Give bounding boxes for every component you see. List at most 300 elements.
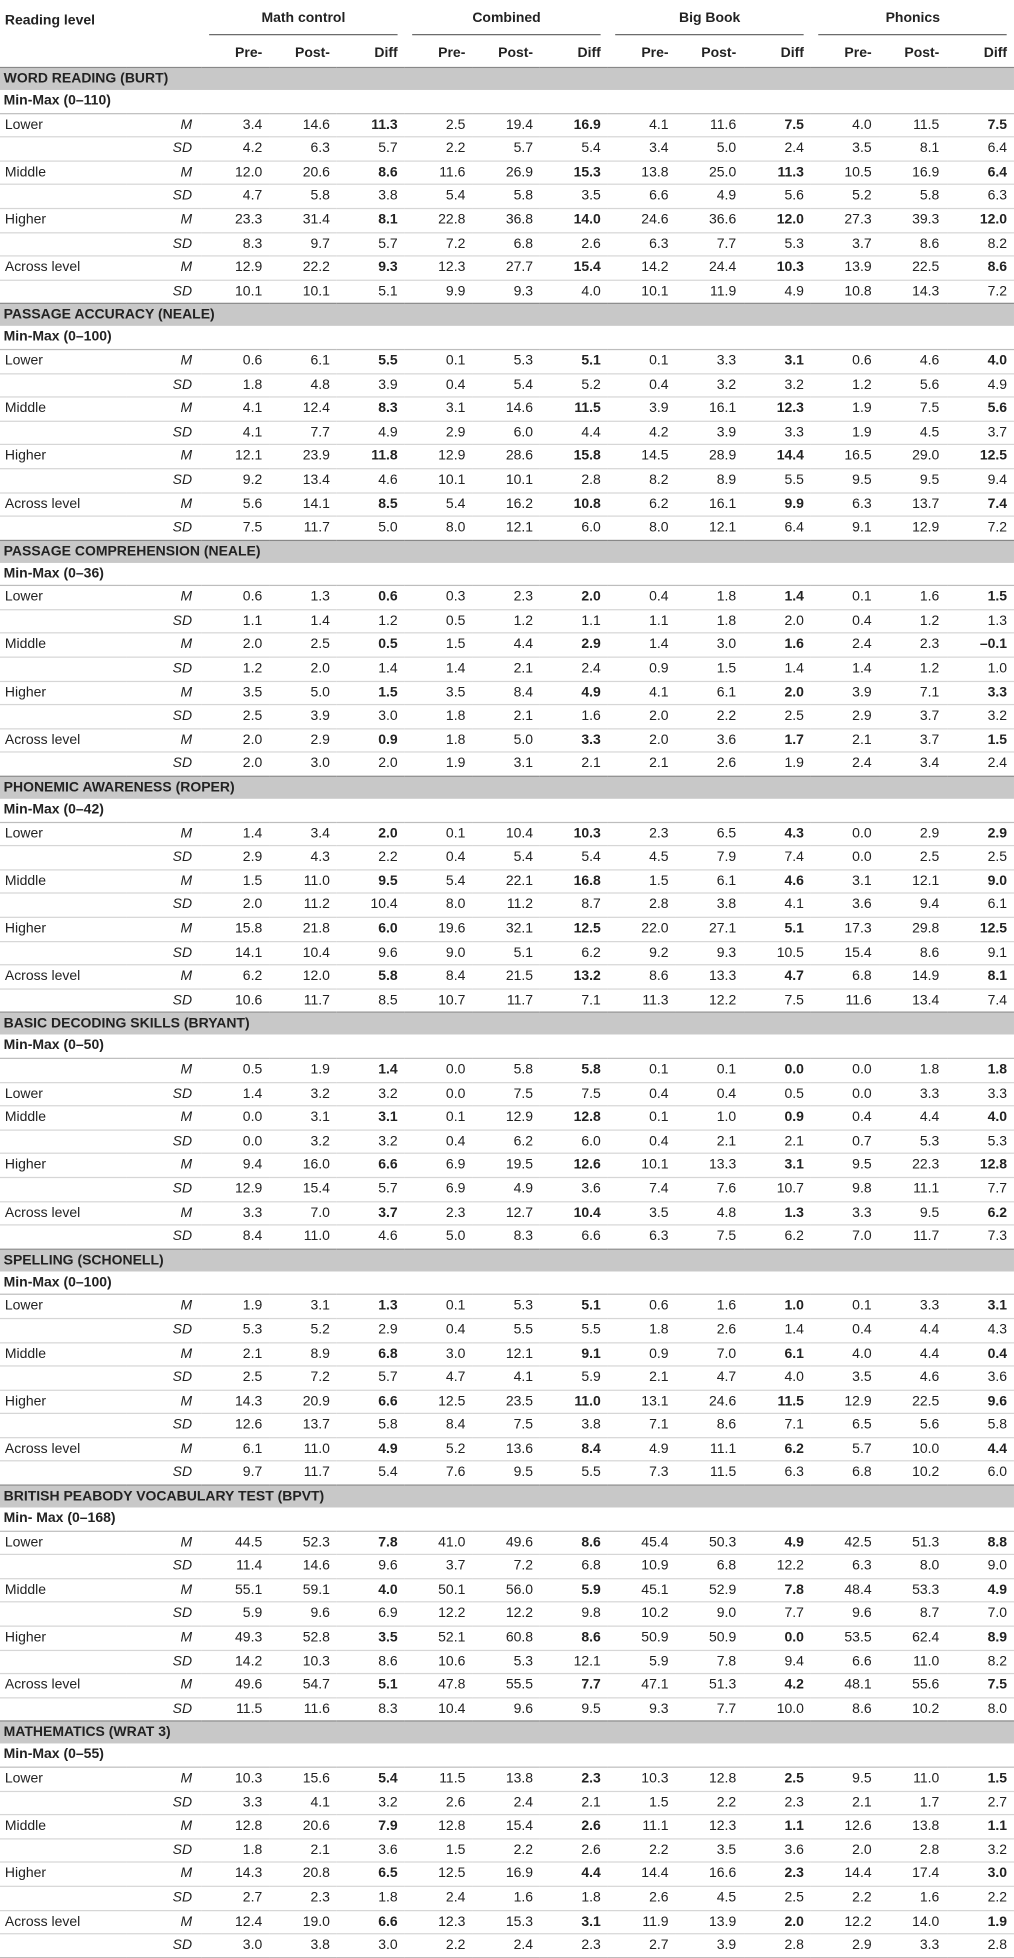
section-range: Min-Max (0–55) xyxy=(0,1744,1014,1767)
table-row xyxy=(0,705,1014,729)
diff-cell: 8.6 xyxy=(337,161,405,185)
table-row xyxy=(0,1555,1014,1579)
diff-cell: 7.8 xyxy=(337,1531,405,1555)
value-cell: 49.6 xyxy=(202,1674,270,1698)
diff-cell: 4.4 xyxy=(540,1862,608,1886)
diff-cell: 5.4 xyxy=(337,1461,405,1485)
diff-cell: 7.1 xyxy=(744,1414,812,1438)
value-cell: 1.9 xyxy=(202,1295,270,1319)
diff-cell: 2.6 xyxy=(540,1839,608,1863)
section-range: Min-Max (0–100) xyxy=(0,326,1014,349)
value-cell: 0.1 xyxy=(405,1106,473,1130)
reading-level-cell xyxy=(0,846,126,870)
value-cell: 1.4 xyxy=(202,1082,270,1106)
reading-level-cell xyxy=(0,1886,126,1910)
diff-cell: 9.1 xyxy=(947,941,1014,965)
table-row xyxy=(0,1177,1014,1201)
value-cell: 14.9 xyxy=(879,965,947,989)
section-title: WORD READING (BURT) xyxy=(0,67,1014,89)
reading-level-cell: Across level xyxy=(0,1910,126,1934)
diff-cell: 12.8 xyxy=(947,1154,1014,1178)
diff-cell: 4.0 xyxy=(744,1366,812,1390)
value-cell: 12.1 xyxy=(879,870,947,894)
diff-cell: 13.2 xyxy=(540,965,608,989)
value-cell: 2.1 xyxy=(473,657,541,681)
diff-cell: 8.6 xyxy=(337,1650,405,1674)
value-cell: 12.9 xyxy=(811,1390,879,1414)
statistic-cell: M xyxy=(126,633,201,657)
reading-level-cell: Higher xyxy=(0,1862,126,1886)
value-cell: 0.4 xyxy=(405,1318,473,1342)
value-cell: 51.3 xyxy=(676,1674,744,1698)
value-cell: 2.6 xyxy=(608,1886,676,1910)
statistic-cell: M xyxy=(126,1815,201,1839)
value-cell: 15.8 xyxy=(202,917,270,941)
diff-cell: 5.9 xyxy=(540,1366,608,1390)
statistic-cell: SD xyxy=(126,1698,201,1722)
value-cell: 8.3 xyxy=(473,1225,541,1249)
value-cell: 2.1 xyxy=(270,1839,338,1863)
value-cell: 6.2 xyxy=(473,1130,541,1154)
subheader-pre: Pre- xyxy=(405,40,473,67)
value-cell: 8.6 xyxy=(879,941,947,965)
value-cell: 7.0 xyxy=(270,1201,338,1225)
diff-cell: 2.3 xyxy=(744,1862,812,1886)
table-row xyxy=(0,893,1014,917)
section-title: PASSAGE ACCURACY (NEALE) xyxy=(0,304,1014,326)
value-cell: 10.8 xyxy=(811,280,879,304)
value-cell: 0.4 xyxy=(608,1130,676,1154)
diff-cell: 4.9 xyxy=(744,280,812,304)
value-cell: 12.5 xyxy=(405,1390,473,1414)
value-cell: 2.9 xyxy=(202,846,270,870)
value-cell: 16.6 xyxy=(676,1862,744,1886)
value-cell: 52.9 xyxy=(676,1579,744,1603)
value-cell: 2.6 xyxy=(676,753,744,777)
diff-cell: 4.7 xyxy=(744,965,812,989)
value-cell: 14.3 xyxy=(202,1390,270,1414)
diff-cell: 0.6 xyxy=(337,586,405,610)
table-row xyxy=(0,822,1014,846)
table-row xyxy=(0,1390,1014,1414)
value-cell: 3.4 xyxy=(879,753,947,777)
value-cell: 5.0 xyxy=(473,729,541,753)
value-cell: 1.1 xyxy=(608,610,676,634)
value-cell: 10.1 xyxy=(473,469,541,493)
statistic-cell: M xyxy=(126,870,201,894)
diff-cell: 6.2 xyxy=(947,1201,1014,1225)
value-cell: 7.7 xyxy=(270,421,338,445)
value-cell: 1.0 xyxy=(676,1106,744,1130)
value-cell: 2.0 xyxy=(608,729,676,753)
value-cell: 2.2 xyxy=(811,1886,879,1910)
group-header-phonics: Phonics xyxy=(811,0,1014,40)
diff-cell: 2.3 xyxy=(744,1791,812,1815)
reading-level-cell xyxy=(0,1934,126,1958)
table-row xyxy=(0,280,1014,304)
diff-cell: 15.3 xyxy=(540,161,608,185)
diff-cell: 8.7 xyxy=(540,893,608,917)
reading-level-cell: Lower xyxy=(0,1082,126,1106)
value-cell: 3.0 xyxy=(405,1342,473,1366)
diff-cell: 8.2 xyxy=(947,232,1014,256)
diff-cell: 2.8 xyxy=(540,469,608,493)
statistic-cell: M xyxy=(126,397,201,421)
statistic-cell: M xyxy=(126,1579,201,1603)
value-cell: 52.1 xyxy=(405,1626,473,1650)
value-cell: 13.9 xyxy=(811,256,879,280)
value-cell: 14.3 xyxy=(879,280,947,304)
value-cell: 11.7 xyxy=(270,516,338,540)
diff-cell: 11.3 xyxy=(744,161,812,185)
value-cell: 5.2 xyxy=(811,185,879,209)
value-cell: 50.3 xyxy=(676,1531,744,1555)
value-cell: 3.7 xyxy=(811,232,879,256)
diff-cell: 7.5 xyxy=(947,113,1014,137)
value-cell: 6.0 xyxy=(473,421,541,445)
value-cell: 5.7 xyxy=(811,1438,879,1462)
value-cell: 1.9 xyxy=(811,421,879,445)
value-cell: 1.1 xyxy=(202,610,270,634)
value-cell: 11.1 xyxy=(608,1815,676,1839)
value-cell: 11.7 xyxy=(473,989,541,1013)
value-cell: 11.7 xyxy=(270,1461,338,1485)
statistic-cell: SD xyxy=(126,516,201,540)
value-cell: 6.3 xyxy=(608,232,676,256)
section-title: BRITISH PEABODY VOCABULARY TEST (BPVT) xyxy=(0,1485,1014,1507)
value-cell: 8.0 xyxy=(879,1555,947,1579)
value-cell: 22.1 xyxy=(473,870,541,894)
diff-cell: 10.5 xyxy=(744,941,812,965)
value-cell: 6.5 xyxy=(811,1414,879,1438)
value-cell: 6.8 xyxy=(676,1555,744,1579)
statistic-cell: M xyxy=(126,681,201,705)
value-cell: 2.1 xyxy=(811,729,879,753)
diff-cell: 10.4 xyxy=(337,893,405,917)
diff-cell: 5.1 xyxy=(540,349,608,373)
diff-cell: 2.8 xyxy=(744,1934,812,1958)
value-cell: 3.7 xyxy=(879,705,947,729)
reading-level-cell xyxy=(0,185,126,209)
diff-cell: 8.0 xyxy=(947,1698,1014,1722)
statistic-cell: SD xyxy=(126,1130,201,1154)
diff-cell: 5.8 xyxy=(947,1414,1014,1438)
diff-cell: 5.5 xyxy=(540,1461,608,1485)
value-cell: 4.1 xyxy=(202,421,270,445)
value-cell: 50.9 xyxy=(676,1626,744,1650)
diff-cell: 6.1 xyxy=(947,893,1014,917)
value-cell: 9.0 xyxy=(405,941,473,965)
section-range-row xyxy=(0,1744,1014,1767)
value-cell: 50.9 xyxy=(608,1626,676,1650)
reading-level-cell xyxy=(0,705,126,729)
reading-level-cell: Higher xyxy=(0,208,126,232)
value-cell: 6.1 xyxy=(676,681,744,705)
reading-level-cell xyxy=(0,1130,126,1154)
value-cell: 2.7 xyxy=(608,1934,676,1958)
section-range: Min-Max (0–100) xyxy=(0,1271,1014,1294)
diff-cell: 3.6 xyxy=(540,1177,608,1201)
value-cell: 11.6 xyxy=(811,989,879,1013)
diff-cell: 1.8 xyxy=(337,1886,405,1910)
table-row xyxy=(0,256,1014,280)
value-cell: 1.5 xyxy=(202,870,270,894)
table-row xyxy=(0,1531,1014,1555)
value-cell: 0.1 xyxy=(405,822,473,846)
diff-cell: 8.4 xyxy=(540,1438,608,1462)
value-cell: 12.9 xyxy=(405,445,473,469)
value-cell: 9.7 xyxy=(270,232,338,256)
diff-cell: 9.3 xyxy=(337,256,405,280)
section-title-row xyxy=(0,304,1014,326)
value-cell: 8.6 xyxy=(608,965,676,989)
value-cell: 12.4 xyxy=(270,397,338,421)
value-cell: 9.1 xyxy=(811,516,879,540)
value-cell: 5.6 xyxy=(879,1414,947,1438)
statistic-cell: M xyxy=(126,917,201,941)
value-cell: 10.4 xyxy=(473,822,541,846)
diff-cell: 3.3 xyxy=(947,1082,1014,1106)
value-cell: 6.2 xyxy=(608,492,676,516)
value-cell: 50.1 xyxy=(405,1579,473,1603)
diff-cell: 9.0 xyxy=(947,1555,1014,1579)
value-cell: 52.8 xyxy=(270,1626,338,1650)
value-cell: 9.6 xyxy=(270,1602,338,1626)
reading-level-cell: Lower xyxy=(0,822,126,846)
diff-cell: 6.1 xyxy=(744,1342,812,1366)
value-cell: 11.2 xyxy=(270,893,338,917)
reading-level-cell: Across level xyxy=(0,965,126,989)
value-cell: 11.0 xyxy=(270,870,338,894)
value-cell: 15.4 xyxy=(811,941,879,965)
statistic-cell: M xyxy=(126,1531,201,1555)
reading-level-cell: Lower xyxy=(0,1295,126,1319)
reading-level-cell xyxy=(0,1058,126,1082)
table-row xyxy=(0,373,1014,397)
value-cell: 1.9 xyxy=(811,397,879,421)
value-cell: 4.4 xyxy=(879,1318,947,1342)
value-cell: 1.5 xyxy=(608,1791,676,1815)
value-cell: 4.0 xyxy=(811,1342,879,1366)
value-cell: 6.1 xyxy=(202,1438,270,1462)
reading-level-cell: Middle xyxy=(0,1342,126,1366)
reading-level-cell xyxy=(0,1177,126,1201)
value-cell: 12.6 xyxy=(202,1414,270,1438)
value-cell: 3.1 xyxy=(270,1295,338,1319)
value-cell: 27.7 xyxy=(473,256,541,280)
value-cell: 2.0 xyxy=(270,657,338,681)
diff-cell: 9.4 xyxy=(744,1650,812,1674)
diff-cell: 10.0 xyxy=(744,1698,812,1722)
reading-level-cell: Middle xyxy=(0,161,126,185)
section-title-row xyxy=(0,1249,1014,1271)
value-cell: 6.3 xyxy=(270,137,338,161)
diff-cell: 9.6 xyxy=(947,1390,1014,1414)
value-cell: 5.9 xyxy=(608,1650,676,1674)
value-cell: 11.0 xyxy=(879,1767,947,1791)
section-range-row xyxy=(0,1508,1014,1531)
diff-cell: 16.8 xyxy=(540,870,608,894)
value-cell: 0.4 xyxy=(811,1318,879,1342)
value-cell: 4.3 xyxy=(270,846,338,870)
section-range-row xyxy=(0,1035,1014,1058)
diff-cell: 3.3 xyxy=(947,681,1014,705)
reading-level-cell xyxy=(0,1318,126,1342)
diff-cell: 7.0 xyxy=(947,1602,1014,1626)
value-cell: 7.1 xyxy=(608,1414,676,1438)
value-cell: 1.8 xyxy=(676,610,744,634)
value-cell: 7.1 xyxy=(879,681,947,705)
section-range: Min-Max (0–36) xyxy=(0,563,1014,586)
value-cell: 3.2 xyxy=(676,373,744,397)
value-cell: 9.0 xyxy=(676,1602,744,1626)
diff-cell: 1.4 xyxy=(337,1058,405,1082)
diff-cell: 1.3 xyxy=(337,1295,405,1319)
value-cell: 1.8 xyxy=(405,705,473,729)
value-cell: 11.9 xyxy=(608,1910,676,1934)
diff-cell: 3.2 xyxy=(337,1082,405,1106)
value-cell: 22.5 xyxy=(879,256,947,280)
table-row xyxy=(0,492,1014,516)
value-cell: 13.7 xyxy=(879,492,947,516)
value-cell: 5.5 xyxy=(473,1318,541,1342)
value-cell: 59.1 xyxy=(270,1579,338,1603)
diff-cell: 2.5 xyxy=(744,705,812,729)
diff-cell: 6.2 xyxy=(744,1438,812,1462)
reading-level-cell xyxy=(0,1366,126,1390)
table-row xyxy=(0,586,1014,610)
value-cell: 19.6 xyxy=(405,917,473,941)
reading-level-cell xyxy=(0,1461,126,1485)
value-cell: 3.6 xyxy=(676,729,744,753)
diff-cell: 4.2 xyxy=(744,1674,812,1698)
section-title-row xyxy=(0,540,1014,562)
statistic-cell: M xyxy=(126,1058,201,1082)
table-row xyxy=(0,1602,1014,1626)
value-cell: 10.4 xyxy=(270,941,338,965)
statistic-cell: M xyxy=(126,1106,201,1130)
diff-cell: 3.2 xyxy=(947,705,1014,729)
value-cell: 23.5 xyxy=(473,1390,541,1414)
value-cell: 0.0 xyxy=(811,846,879,870)
value-cell: 11.9 xyxy=(676,280,744,304)
reading-level-cell xyxy=(0,1839,126,1863)
diff-cell: 11.5 xyxy=(540,397,608,421)
value-cell: 7.6 xyxy=(676,1177,744,1201)
table-row xyxy=(0,1910,1014,1934)
value-cell: 22.5 xyxy=(879,1390,947,1414)
value-cell: 2.9 xyxy=(811,1934,879,1958)
value-cell: 47.1 xyxy=(608,1674,676,1698)
value-cell: 36.8 xyxy=(473,208,541,232)
diff-cell: 1.8 xyxy=(947,1058,1014,1082)
reading-level-cell: Higher xyxy=(0,1626,126,1650)
value-cell: 15.4 xyxy=(270,1177,338,1201)
value-cell: 2.3 xyxy=(405,1201,473,1225)
reading-level-cell xyxy=(0,280,126,304)
subheader-post: Post- xyxy=(879,40,947,67)
reading-level-cell xyxy=(0,989,126,1013)
diff-cell: 6.4 xyxy=(947,137,1014,161)
diff-cell: 11.5 xyxy=(744,1390,812,1414)
value-cell: 3.6 xyxy=(811,893,879,917)
table-row xyxy=(0,1698,1014,1722)
diff-cell: 4.9 xyxy=(947,373,1014,397)
table-row xyxy=(0,1058,1014,1082)
reading-level-cell: Middle xyxy=(0,633,126,657)
value-cell: 0.4 xyxy=(405,846,473,870)
value-cell: 10.2 xyxy=(608,1602,676,1626)
section-range-row xyxy=(0,1271,1014,1294)
value-cell: 11.5 xyxy=(405,1767,473,1791)
value-cell: 27.1 xyxy=(676,917,744,941)
value-cell: 47.8 xyxy=(405,1674,473,1698)
diff-cell: 3.6 xyxy=(744,1839,812,1863)
value-cell: 10.4 xyxy=(405,1698,473,1722)
statistic-cell: M xyxy=(126,1767,201,1791)
value-cell: 0.4 xyxy=(811,1106,879,1130)
diff-cell: 10.8 xyxy=(540,492,608,516)
value-cell: 11.0 xyxy=(270,1225,338,1249)
value-cell: 22.3 xyxy=(879,1154,947,1178)
diff-cell: 4.3 xyxy=(744,822,812,846)
diff-cell: 12.8 xyxy=(540,1106,608,1130)
statistic-cell: SD xyxy=(126,610,201,634)
diff-cell: 2.1 xyxy=(540,753,608,777)
value-cell: 5.4 xyxy=(473,373,541,397)
value-cell: 0.6 xyxy=(811,349,879,373)
value-cell: 11.0 xyxy=(879,1650,947,1674)
diff-cell: 5.1 xyxy=(744,917,812,941)
section-range: Min-Max (0–50) xyxy=(0,1035,1014,1058)
value-cell: 0.1 xyxy=(608,1058,676,1082)
value-cell: 20.6 xyxy=(270,161,338,185)
value-cell: 4.1 xyxy=(270,1791,338,1815)
value-cell: 5.1 xyxy=(473,941,541,965)
value-cell: 29.8 xyxy=(879,917,947,941)
value-cell: 10.6 xyxy=(405,1650,473,1674)
diff-cell: 9.8 xyxy=(540,1602,608,1626)
value-cell: 14.2 xyxy=(202,1650,270,1674)
subheader-diff: Diff xyxy=(744,40,812,67)
value-cell: 6.1 xyxy=(676,870,744,894)
value-cell: 2.1 xyxy=(608,1366,676,1390)
section-title: SPELLING (SCHONELL) xyxy=(0,1249,1014,1271)
value-cell: 3.8 xyxy=(676,893,744,917)
value-cell: 14.6 xyxy=(473,397,541,421)
value-cell: 11.4 xyxy=(202,1555,270,1579)
value-cell: 0.4 xyxy=(811,610,879,634)
table-row xyxy=(0,633,1014,657)
diff-cell: 5.7 xyxy=(337,232,405,256)
value-cell: 28.9 xyxy=(676,445,744,469)
value-cell: 13.7 xyxy=(270,1414,338,1438)
value-cell: 1.4 xyxy=(202,822,270,846)
diff-cell: 10.3 xyxy=(744,256,812,280)
reading-level-cell: Lower xyxy=(0,1531,126,1555)
value-cell: 48.1 xyxy=(811,1674,879,1698)
diff-cell: 6.6 xyxy=(337,1154,405,1178)
table-row xyxy=(0,941,1014,965)
value-cell: 1.8 xyxy=(202,1839,270,1863)
diff-cell: 1.0 xyxy=(744,1295,812,1319)
value-cell: 5.0 xyxy=(676,137,744,161)
value-cell: 1.8 xyxy=(608,1318,676,1342)
value-cell: 1.5 xyxy=(676,657,744,681)
value-cell: 9.5 xyxy=(879,469,947,493)
value-cell: 19.4 xyxy=(473,113,541,137)
value-cell: 6.8 xyxy=(811,1461,879,1485)
